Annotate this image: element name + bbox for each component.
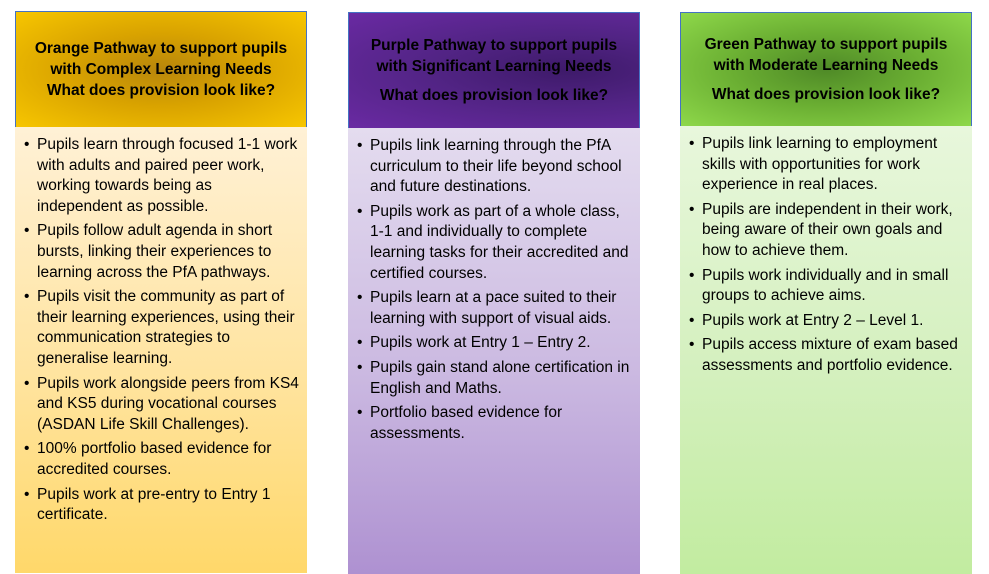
list-item: • Pupils work at pre-entry to Entry 1 certificate.	[37, 485, 299, 526]
list-item: • Pupils work as part of a whole class, 1-1 and individually to complete learning tasks for their accredited and certified courses.	[370, 202, 632, 284]
list-item: • Portfolio based evidence for assessments.	[370, 403, 632, 444]
orange-pathway-header	[15, 11, 307, 127]
orange-pathway-panel	[15, 11, 307, 573]
panel-title: Green Pathway to support pupils with Moderate Learning Needs	[704, 36, 948, 74]
list-item: • Pupils follow adult agenda in short bursts, linking their experiences to learning across the PfA pathways.	[37, 221, 299, 283]
panel-question: What does provision look like?	[46, 82, 276, 99]
list-item: • Pupils access mixture of exam based assessments and portfolio evidence.	[702, 335, 964, 376]
purple-pathway-header	[348, 12, 640, 128]
list-item: • Pupils link learning through the PfA curriculum to their life beyond school and future destinations.	[370, 136, 632, 198]
orange-pathway-list	[15, 127, 307, 573]
panel-question: What does provision look like?	[711, 86, 941, 103]
green-pathway-header	[680, 12, 972, 126]
list-item: • Pupils are independent in their work, being aware of their own goals and how to achieve them.	[702, 200, 964, 262]
list-item: • Pupils work at Entry 2 – Level 1.	[702, 311, 964, 332]
panel-title: Orange Pathway to support pupils with Complex Learning Needs	[34, 40, 288, 78]
list-item: • Pupils gain stand alone certification in English and Maths.	[370, 358, 632, 399]
list-item: • Pupils learn through focused 1-1 work with adults and paired peer work, working towards being as independent as possible.	[37, 135, 299, 217]
list-item: • Pupils work alongside peers from KS4 and KS5 during vocational courses (ASDAN Life Skill Challenges).	[37, 374, 299, 436]
list-item: • Pupils work at Entry 1 – Entry 2.	[370, 333, 632, 354]
purple-pathway-list	[348, 128, 640, 574]
purple-pathway-panel	[348, 12, 640, 574]
panel-title: Purple Pathway to support pupils with Significant Learning Needs	[370, 37, 618, 75]
list-item: • Pupils visit the community as part of their learning experiences, using their communication strategies to generalise learning.	[37, 287, 299, 369]
list-item: • Pupils learn at a pace suited to their learning with support of visual aids.	[370, 288, 632, 329]
list-item: • Pupils work individually and in small groups to achieve aims.	[702, 266, 964, 307]
list-item: • Pupils link learning to employment skills with opportunities for work experience in real places.	[702, 134, 964, 196]
list-item: • 100% portfolio based evidence for accredited courses.	[37, 439, 299, 480]
panel-question: What does provision look like?	[379, 87, 609, 104]
green-pathway-panel	[680, 12, 972, 574]
green-pathway-list	[680, 126, 972, 574]
